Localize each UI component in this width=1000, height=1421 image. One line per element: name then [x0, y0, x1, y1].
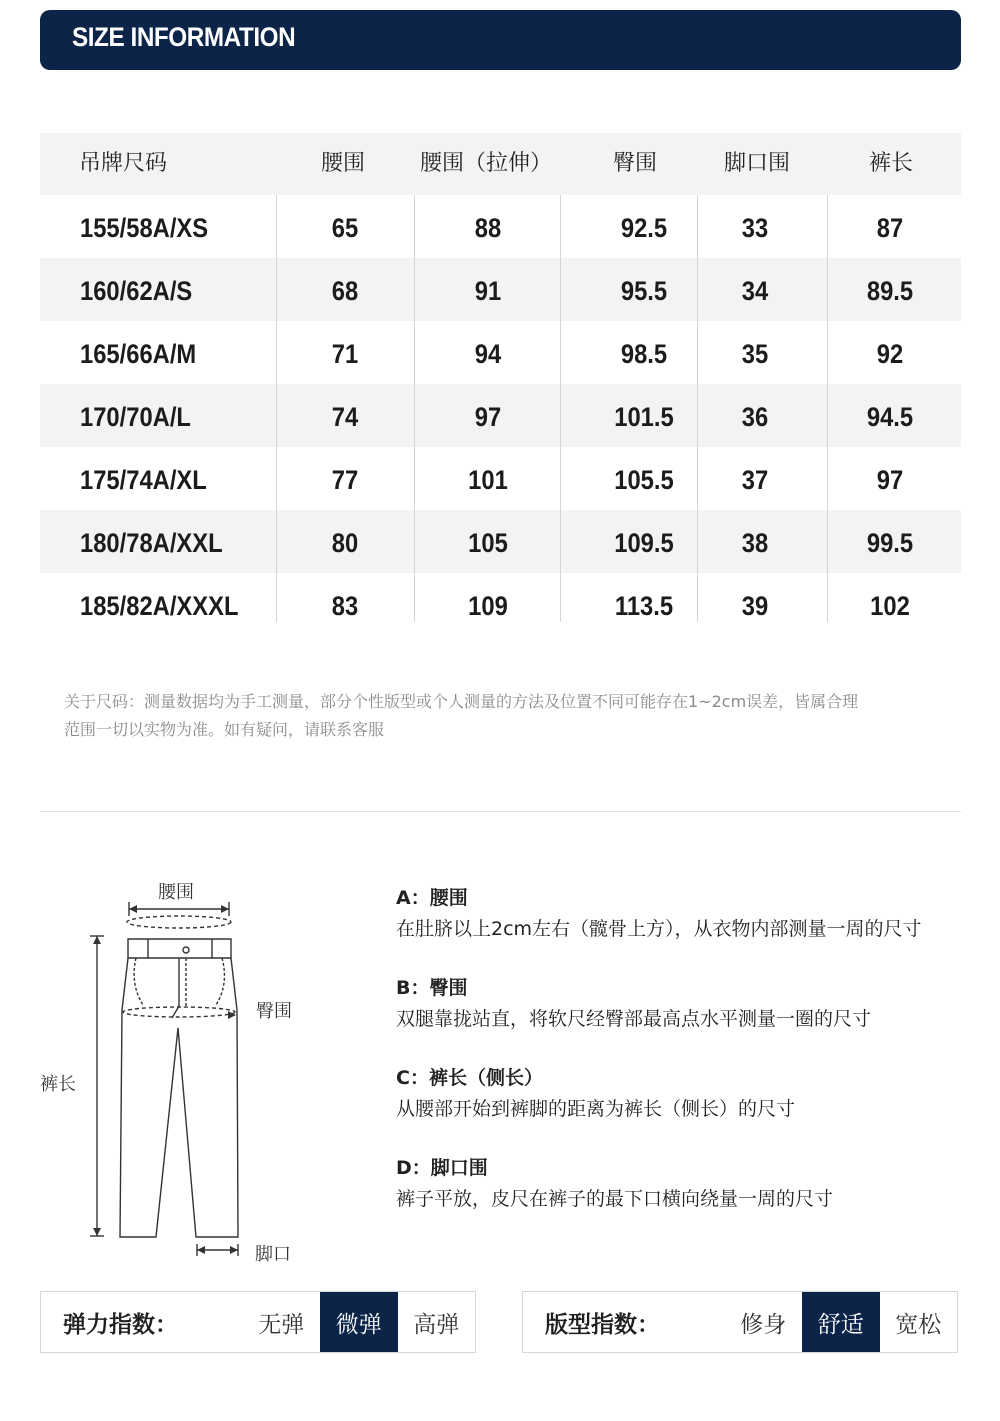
cell-tag-size: 185/82A/XXXL [80, 591, 239, 621]
cell-hip: 98.5 [620, 339, 668, 369]
pants-illustration [0, 860, 320, 1270]
fit-option: 修身 [740, 1311, 787, 1338]
diagram-hem-label: 脚口 [255, 1244, 291, 1265]
cell-length: 99.5 [866, 528, 914, 558]
table-row [40, 447, 961, 510]
cell-length: 89.5 [866, 276, 914, 306]
cell-hem: 36 [741, 402, 769, 432]
pants-diagram [0, 860, 320, 1270]
waistband [128, 939, 231, 958]
header-waist-stretch: 腰围（拉伸） [420, 151, 553, 176]
cell-waist: 68 [331, 276, 359, 306]
cell-length: 97 [876, 465, 904, 495]
desc-title: D：脚口围 [396, 1157, 488, 1179]
size-note-line: 关于尺码：测量数据均为手工测量，部分个性版型或个人测量的方法及位置不同可能存在1~2cm误差，皆属合理 [64, 692, 859, 711]
cell-waist: 83 [331, 591, 359, 621]
cell-waist: 71 [331, 339, 359, 369]
header-waist: 腰围 [321, 151, 366, 176]
table-row [40, 573, 961, 636]
desc-text: 从腰部开始到裤脚的距离为裤长（侧长）的尺寸 [396, 1098, 796, 1120]
cell-tag-size: 175/74A/XL [80, 465, 207, 495]
table-row [40, 258, 961, 321]
cell-waist: 74 [331, 402, 359, 432]
header-hip: 臀围 [613, 151, 658, 176]
table-row [40, 195, 961, 258]
cell-hem: 38 [741, 528, 769, 558]
cell-hip: 92.5 [620, 213, 668, 243]
size-note-line: 范围一切以实物为准。如有疑问，请联系客服 [64, 720, 385, 739]
fit-index [522, 1291, 958, 1353]
elasticity-option: 高弹 [413, 1311, 460, 1338]
elasticity-option: 无弹 [258, 1311, 305, 1338]
cell-tag-size: 170/70A/L [80, 402, 191, 432]
elasticity-index [40, 1291, 476, 1353]
desc-text: 裤子平放，皮尺在裤子的最下口横向绕量一周的尺寸 [396, 1188, 834, 1210]
column-divider [414, 195, 415, 622]
header-bar [40, 10, 961, 70]
header-hem: 脚口围 [724, 151, 791, 176]
cell-length: 87 [876, 213, 904, 243]
header-tag-size: 吊牌尺码 [79, 151, 168, 176]
desc-title: C：裤长（侧长） [396, 1067, 543, 1089]
cell-hip: 113.5 [614, 591, 674, 621]
cell-tag-size: 180/78A/XXL [80, 528, 223, 558]
cell-hem: 39 [741, 591, 769, 621]
header-length: 裤长 [869, 151, 914, 176]
column-divider [697, 195, 698, 622]
cell-waist-stretch: 105 [468, 528, 508, 558]
cell-hem: 33 [741, 213, 769, 243]
cell-waist-stretch: 88 [474, 213, 502, 243]
cell-length: 92 [876, 339, 904, 369]
cell-waist-stretch: 101 [468, 465, 508, 495]
desc-waist [396, 884, 922, 946]
cell-length: 94.5 [866, 402, 914, 432]
elasticity-option: 微弹 [320, 1292, 397, 1352]
column-divider [560, 195, 561, 622]
table-row [40, 384, 961, 447]
table-header [40, 133, 961, 195]
section-divider [40, 811, 961, 812]
desc-hem [396, 1154, 833, 1216]
cell-waist-stretch: 97 [474, 402, 502, 432]
cell-waist-stretch: 94 [474, 339, 502, 369]
cell-tag-size: 155/58A/XS [80, 213, 209, 243]
cell-waist: 65 [331, 213, 359, 243]
cell-tag-size: 160/62A/S [80, 276, 193, 306]
fit-option: 舒适 [802, 1292, 879, 1352]
diagram-length-label: 裤长 [40, 1074, 76, 1095]
desc-title: B：臀围 [396, 977, 468, 999]
hip-measure-loop [123, 1007, 235, 1017]
cell-waist-stretch: 109 [468, 591, 508, 621]
desc-text: 双腿靠拢站直，将软尺经臀部最高点水平测量一圈的尺寸 [396, 1008, 872, 1030]
desc-hip [396, 974, 871, 1036]
cell-hip: 101.5 [614, 402, 674, 432]
cell-waist: 77 [331, 465, 359, 495]
cell-hip: 105.5 [614, 465, 674, 495]
column-divider [827, 195, 828, 622]
desc-title: A：腰围 [396, 887, 468, 909]
cell-waist: 80 [331, 528, 359, 558]
diagram-waist-label: 腰围 [158, 882, 194, 903]
desc-text: 在肚脐以上2cm左右（髋骨上方），从衣物内部测量一周的尺寸 [396, 918, 922, 940]
table-row [40, 510, 961, 573]
diagram-hip-label: 臀围 [256, 1001, 292, 1022]
cell-hem: 37 [741, 465, 769, 495]
page-title: SIZE INFORMATION [72, 22, 296, 52]
elasticity-label: 弹力指数： [63, 1311, 178, 1338]
table-row [40, 321, 961, 384]
cell-hem: 35 [741, 339, 769, 369]
fit-label: 版型指数： [545, 1311, 660, 1338]
desc-length [396, 1064, 795, 1126]
cell-hem: 34 [741, 276, 769, 306]
size-table [40, 133, 961, 636]
waist-measure-loop [127, 916, 231, 928]
cell-waist-stretch: 91 [474, 276, 502, 306]
size-note [64, 688, 964, 744]
cell-hip: 109.5 [614, 528, 674, 558]
cell-length: 102 [870, 591, 910, 621]
cell-tag-size: 165/66A/M [80, 339, 197, 369]
cell-hip: 95.5 [620, 276, 668, 306]
fit-option: 宽松 [895, 1311, 942, 1338]
column-divider [276, 195, 277, 622]
